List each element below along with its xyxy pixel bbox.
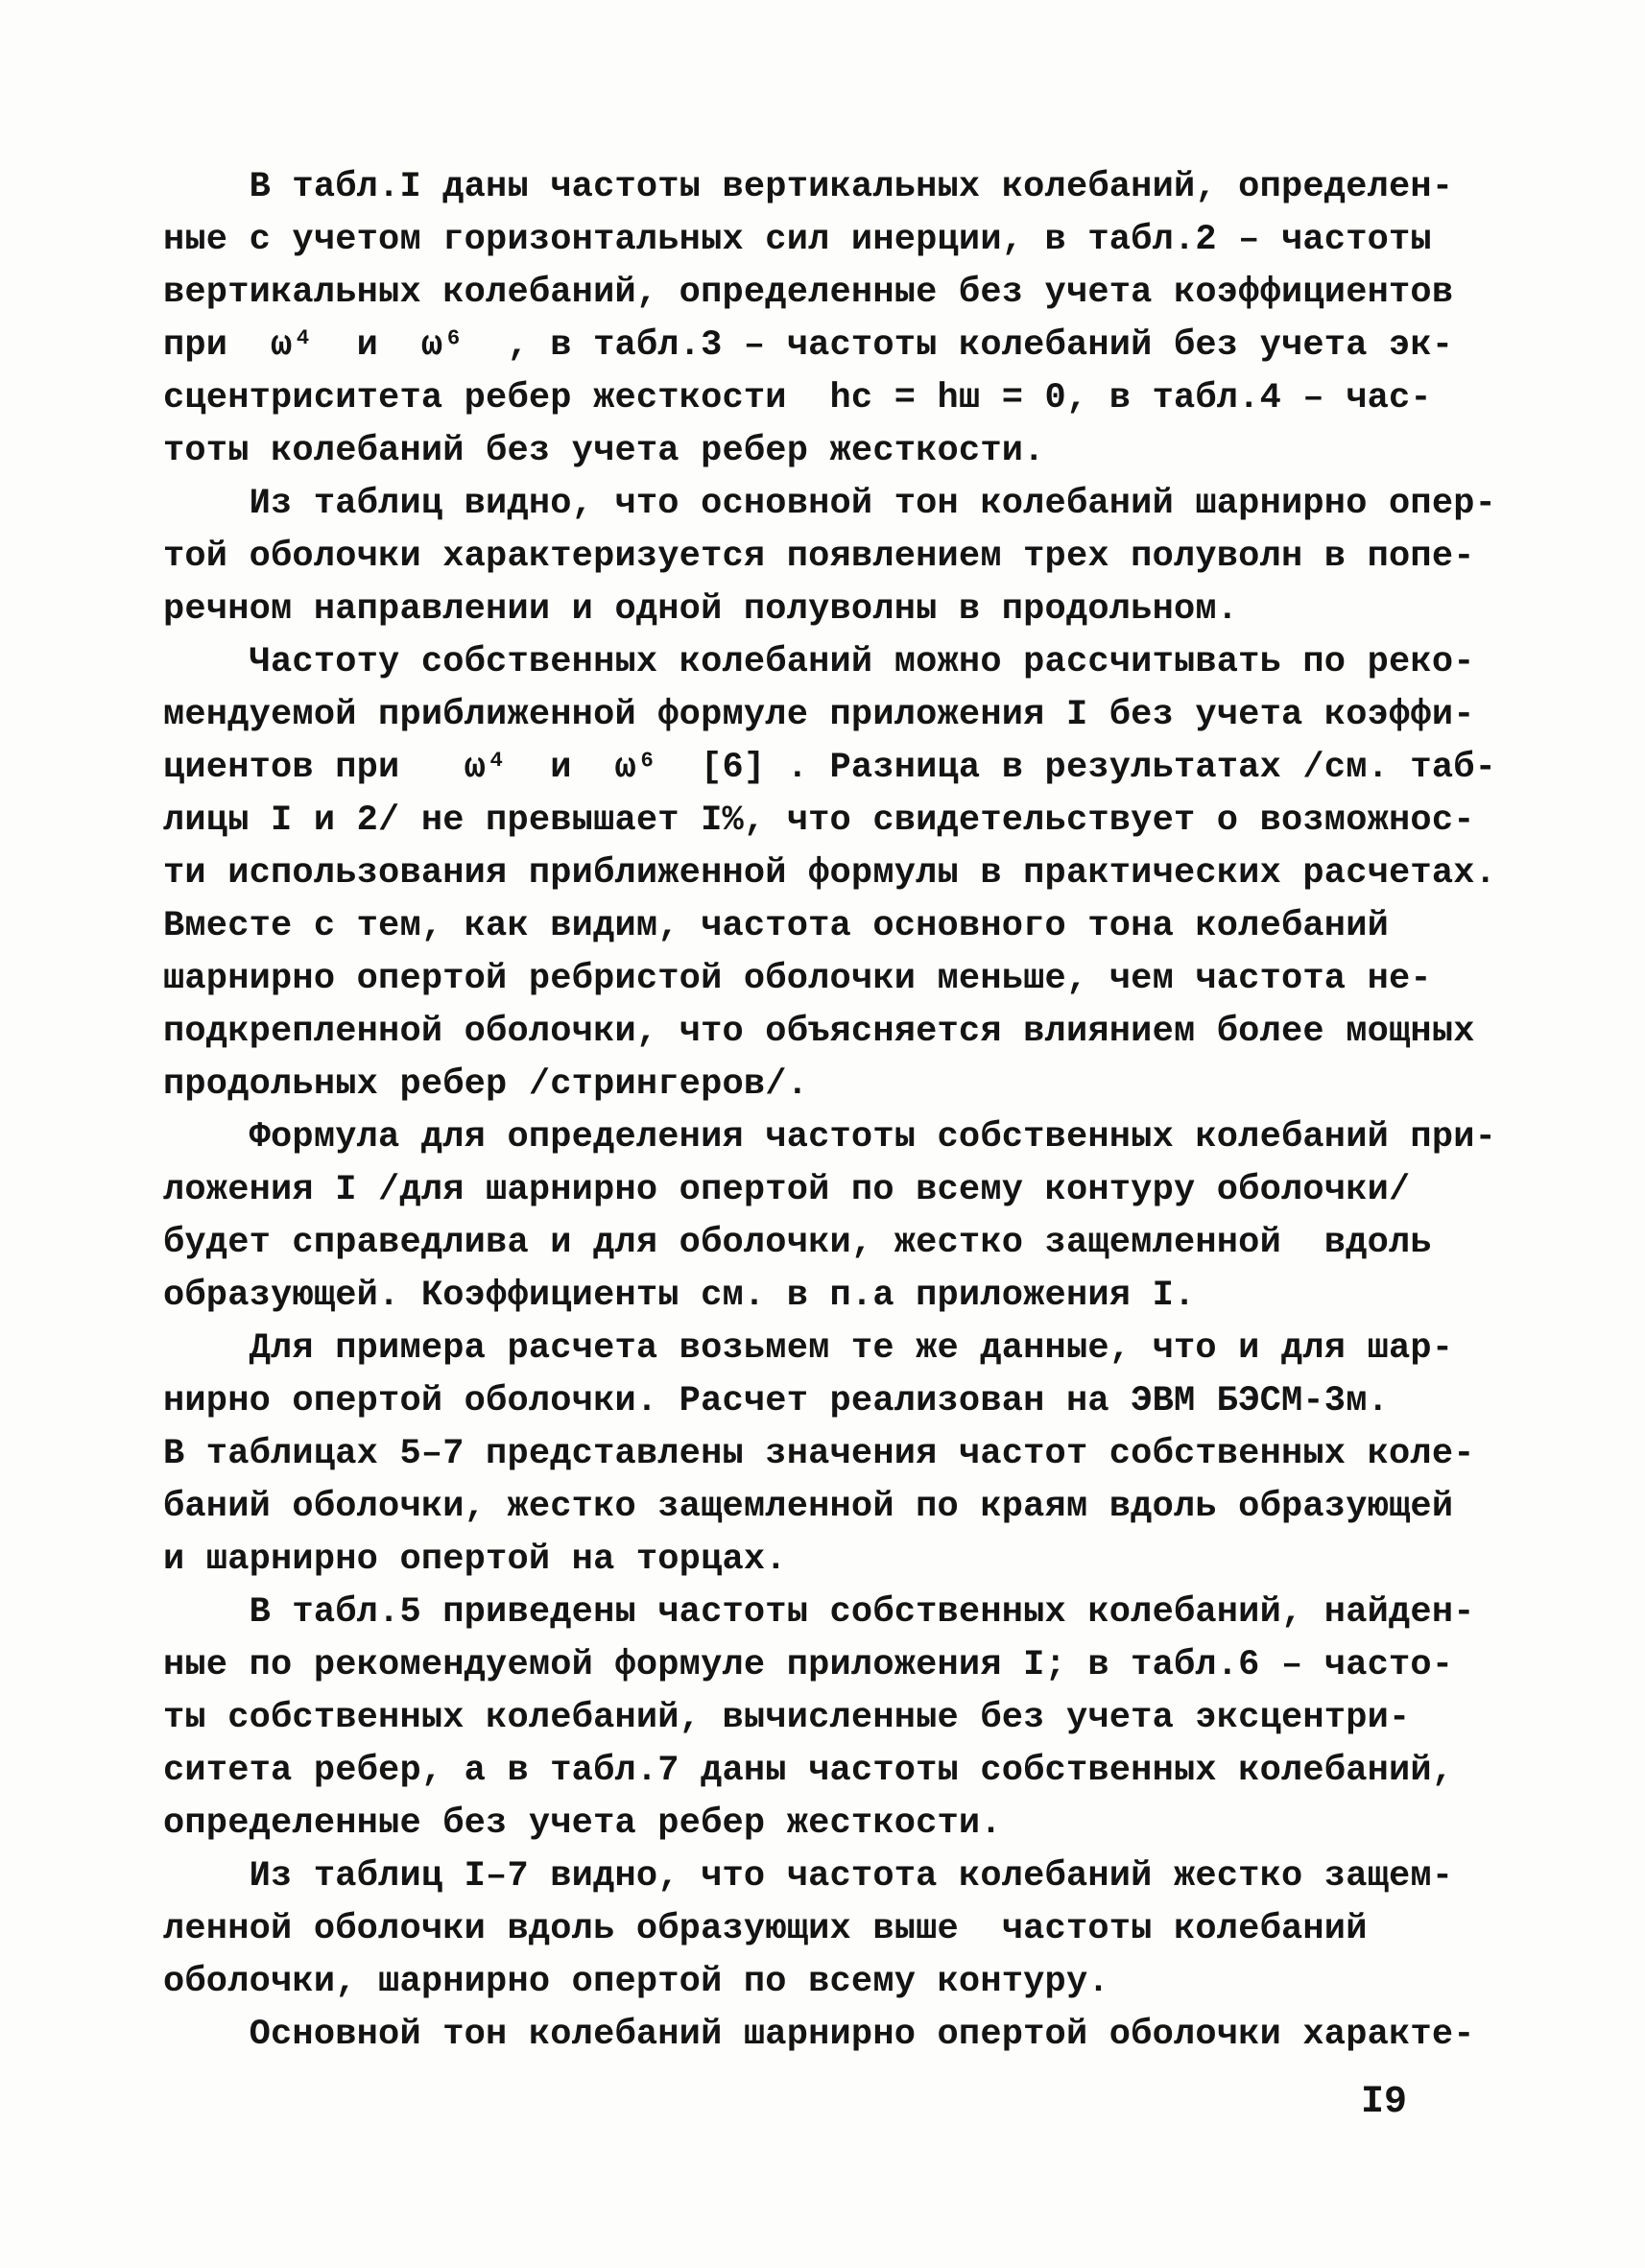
text-line: ные с учетом горизонтальных сил инерции, в табл.2 – частоты — [163, 220, 1432, 260]
text-line: ложения I /для шарнирно опертой по всему контуру оболочки/ — [163, 1170, 1411, 1210]
text-line: ные по рекомендуемой формуле приложения I; в табл.6 – часто- — [163, 1645, 1454, 1685]
text-line: будет справедлива и для оболочки, жестко защемленной вдоль — [163, 1223, 1432, 1263]
text-line: той оболочки характеризуется появлением трех полуволн в попе- — [163, 537, 1475, 577]
text-line: определенные без учета ребер жесткости. — [163, 1803, 1002, 1844]
text-line: образующей. Коэффициенты см. в п.а приложения I. — [163, 1276, 1196, 1316]
text-line: вертикальных колебаний, определенные без учета коэффициентов — [163, 273, 1454, 313]
text-line: мендуемой приближенной формуле приложения I без учета коэффи- — [163, 695, 1475, 735]
text-line: и шарнирно опертой на торцах. — [163, 1540, 787, 1580]
text-line: В табл.I даны частоты вертикальных колебаний, определен- — [163, 167, 1454, 207]
text-line: лицы I и 2/ не превышает I%, что свидетельствует о возможнос- — [163, 800, 1475, 841]
text-line: Основной тон колебаний шарнирно опертой оболочки характе- — [163, 2015, 1475, 2055]
text-line: тоты колебаний без учета ребер жесткости. — [163, 431, 1045, 471]
text-line: подкрепленной оболочки, что объясняется влиянием более мощных — [163, 1012, 1475, 1052]
text-line: шарнирно опертой ребристой оболочки меньше, чем частота не- — [163, 959, 1432, 999]
text-line: Из таблиц видно, что основной тон колебаний шарнирно опер- — [163, 484, 1497, 524]
text-line: ты собственных колебаний, вычисленные без учета эксцентри- — [163, 1698, 1411, 1738]
text-line: ти использования приближенной формулы в практических расчетах. — [163, 853, 1497, 894]
text-line: Для примера расчета возьмем те же данные, что и для шар- — [163, 1328, 1454, 1369]
text-line: продольных ребер /стрингеров/. — [163, 1064, 809, 1105]
text-line: Частоту собственных колебаний можно рассчитывать по реко- — [163, 642, 1475, 682]
text-line: баний оболочки, жестко защемленной по краям вдоль образующей — [163, 1487, 1454, 1527]
text-line: Формула для определения частоты собственных колебаний при- — [163, 1117, 1497, 1158]
text-line: при ω⁴ и ω⁶ , в табл.3 – частоты колебаний без учета эк- — [163, 325, 1454, 366]
body-text — [163, 161, 1497, 2062]
text-line: ситета ребер, а в табл.7 даны частоты собственных колебаний, — [163, 1751, 1454, 1791]
text-line: нирно опертой оболочки. Расчет реализован на ЭВМ БЭСМ-3м. — [163, 1381, 1390, 1421]
text-line: речном направлении и одной полуволны в продольном. — [163, 589, 1239, 630]
text-line: Из таблиц I–7 видно, что частота колебаний жестко защем- — [163, 1856, 1454, 1897]
text-line: сцентриситета ребер жесткости hс = hш = 0, в табл.4 – час- — [163, 378, 1432, 418]
text-line: ленной оболочки вдоль образующих выше частоты колебаний — [163, 1909, 1368, 1949]
text-line: оболочки, шарнирно опертой по всему контуру. — [163, 1962, 1109, 2002]
text-line: Вместе с тем, как видим, частота основного тона колебаний — [163, 906, 1390, 946]
text-line: циентов при ω⁴ и ω⁶ [6] . Разница в результатах /см. таб- — [163, 748, 1497, 788]
page-number: I9 — [1361, 2081, 1408, 2124]
text-line: В табл.5 приведены частоты собственных колебаний, найден- — [163, 1592, 1475, 1633]
text-line: В таблицах 5–7 представлены значения частот собственных коле- — [163, 1434, 1475, 1474]
